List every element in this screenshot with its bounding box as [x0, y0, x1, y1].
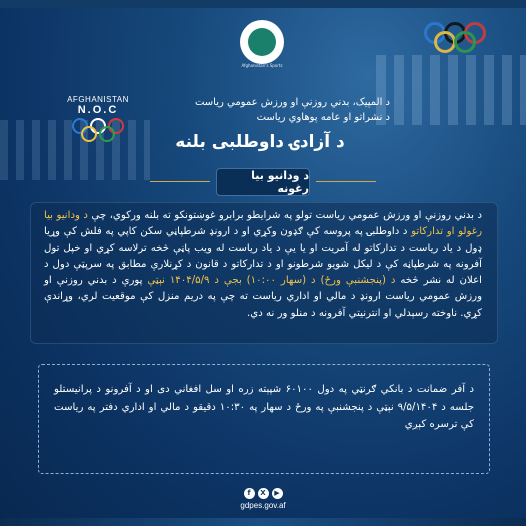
body-highlight-2: د (پنجشنبې ورځ) د (سهار ۱۰:۰۰) بجې د ۱۴۰۴/۵/۹ نېټې — [147, 275, 396, 287]
building-silhouette — [376, 55, 526, 125]
body-text-part-2: د داوطلبۍ په پروسه کې ګډون وکړي او د ارونډ شرطپاڼي سکن کاپي په فلش کې وړیا ډول د یاد ریاست د تدارکاتو له آمریت او یا یې د یاد ریاست له ویب پاڼې څخه ترلاسه کړي او خپل تول آفرونه په شرطپاڼه کې د لیکل شویو شرطونو او د تدارکاتو د قانون د کړنلارې مطابق په سرپټې دول د اعلان له نشر څخه — [44, 226, 482, 287]
notice-text: د آفر ضمانت د بانکي ګرنټي په دول ۶۰۱۰۰ شپېته زره او سل افغاني دی او د آفرونو د پرانیستلو جلسه د ۹/۵/۱۴۰۴ نېټې د پنجشنبې په ورځ د سهار په ۱۰:۳۰ دقیقو د مالي او اداري دفتر په ریاست کې ترسره کېږي — [54, 384, 475, 430]
sports-logo-emblem — [248, 28, 276, 56]
x-icon[interactable]: X — [258, 488, 269, 499]
department-line-1: د المپیک، بدني روزنې او ورزش عمومي ریاست — [194, 97, 390, 108]
body-text — [44, 208, 482, 322]
sports-logo — [240, 20, 284, 64]
website-link[interactable]: gdpes.gov.af — [240, 501, 286, 510]
page-title: د آزادۍ داوطلبی بلنه — [175, 132, 345, 152]
noc-abbrev: N.O.C — [77, 104, 119, 116]
department-line-2: د نشراتو او عامه پوهاوي ریاست — [256, 112, 390, 123]
body-highlight-1: د ودانیو بیا رغولو او تدارکاتو — [44, 210, 482, 238]
noc-rings-icon — [68, 118, 128, 144]
social-icons — [241, 488, 285, 500]
noc-country: AFGHANISTAN — [67, 95, 129, 104]
subtitle-badge — [216, 168, 310, 196]
top-bar — [0, 0, 526, 8]
noc-logo — [58, 95, 138, 144]
body-text-part-3: پورې د بدني روزنې او ورزش عمومي ریاست ارونډ د مالي او اداري ریاست ته چې په دریم منزل کې موقعیت لري، وړاندې کړي. ناوخته رسېدلي او انترنیتي آفرونه د منلو ور نه دي. — [44, 275, 482, 319]
subtitle: د ودانیو بیا رغونه — [251, 169, 309, 195]
logo-caption: Afghanistan's Sports — [241, 63, 283, 68]
facebook-icon[interactable]: f — [244, 488, 255, 499]
divider-right — [316, 181, 376, 182]
body-text-part-1: د بدني روزنې او ورزش عمومي ریاست تولو په شرایطو برابرو غوښتونکو ته بلنه ورکوي، چې — [87, 210, 482, 221]
department-heading — [170, 95, 390, 125]
bottom-stripe — [0, 518, 526, 526]
divider-left — [150, 181, 210, 182]
youtube-icon[interactable]: ▶ — [272, 488, 283, 499]
olympic-rings-icon — [424, 22, 508, 54]
